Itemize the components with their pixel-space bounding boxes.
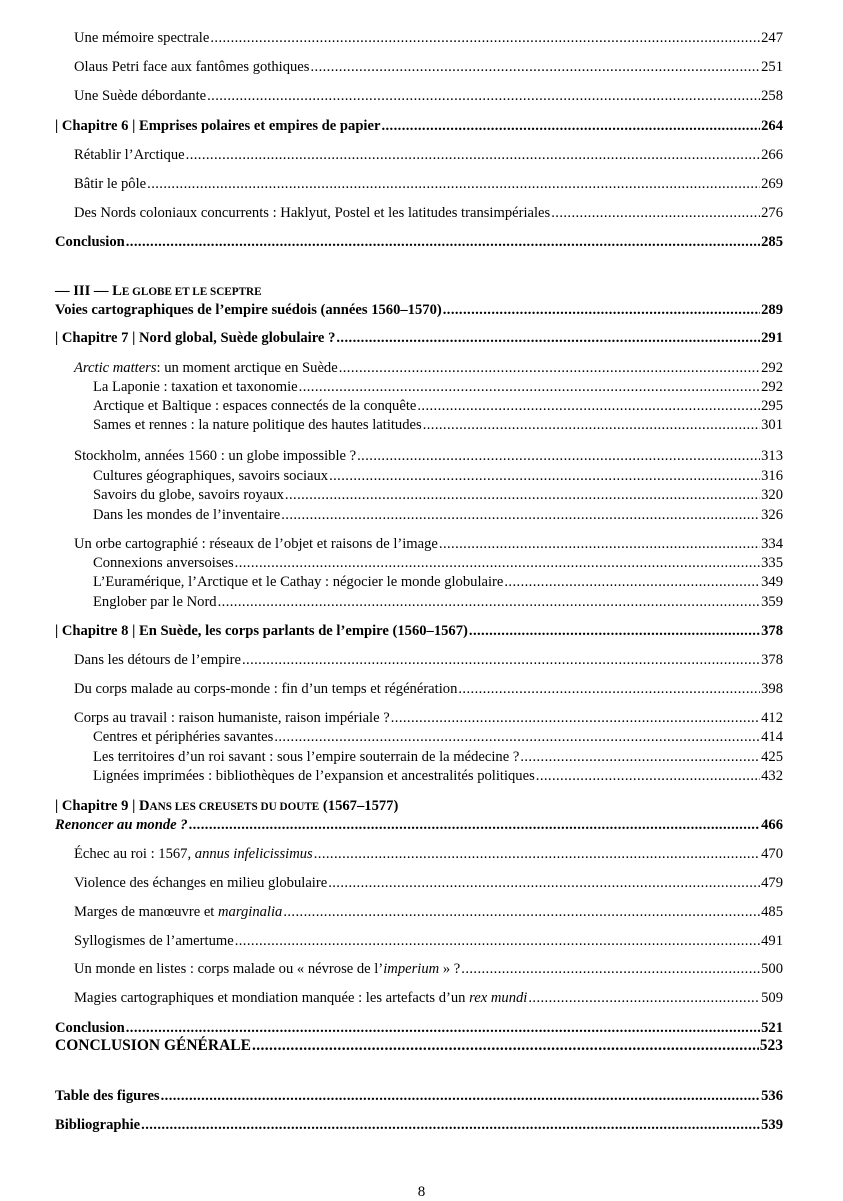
toc-entry[interactable]: Des Nords coloniaux concurrents : Haklyut, Postel et les latitudes transimpériales ..... 276 <box>74 203 783 223</box>
toc-figures[interactable]: Table des figures ..... 536 <box>55 1086 783 1106</box>
toc-entry[interactable]: Échec au roi : 1567, annus infelicissimus ..... 470 <box>74 844 783 864</box>
toc-entry[interactable]: Corps au travail : raison humaniste, raison impériale ? ..... 412 <box>74 708 783 728</box>
page-number: 8 <box>417 1184 426 1200</box>
toc-entry[interactable]: Une Suède débordante ..... 258 <box>74 86 783 106</box>
toc-entry[interactable]: Du corps malade au corps-monde : fin d’un temps et régénération ..... 398 <box>74 679 783 699</box>
part-heading: — III — LE GLOBE ET LE SCEPTRE <box>55 283 262 299</box>
toc-entry[interactable]: Arctic matters: un moment arctique en Suède ..... 292 <box>74 358 783 378</box>
toc-entry[interactable]: Stockholm, années 1560 : un globe impossible ? ..... 313 <box>74 446 783 466</box>
toc-entry[interactable]: Dans les détours de l’empire ..... 378 <box>74 650 783 670</box>
toc-subentry[interactable]: Centres et périphéries savantes ..... 414 <box>93 727 783 747</box>
toc-chapter-6[interactable]: | Chapitre 6 | Emprises polaires et empires de papier ..... 264 <box>55 116 783 136</box>
toc-entry[interactable]: Violence des échanges en milieu globulaire ..... 479 <box>74 873 783 893</box>
toc-bibliography[interactable]: Bibliographie ..... 539 <box>55 1115 783 1135</box>
toc-subentry[interactable]: Cultures géographiques, savoirs sociaux ..... 316 <box>93 466 783 486</box>
toc-subentry[interactable]: Arctique et Baltique : espaces connectés de la conquête ..... 295 <box>93 396 783 416</box>
toc-entry[interactable]: Une mémoire spectrale ..... 247 <box>74 28 783 48</box>
toc-subentry[interactable]: Dans les mondes de l’inventaire ..... 326 <box>93 505 783 525</box>
toc-part-title[interactable]: Voies cartographiques de l’empire suédois (années 1560–1570) ..... 289 <box>55 300 783 320</box>
toc-entry[interactable]: Olaus Petri face aux fantômes gothiques ..... 251 <box>74 57 783 77</box>
toc-conclusion[interactable]: Conclusion ..... 285 <box>55 232 783 252</box>
toc-subentry[interactable]: Sames et rennes : la nature politique des hautes latitudes ..... 301 <box>93 415 783 435</box>
toc-subentry[interactable]: Englober par le Nord ..... 359 <box>93 592 783 612</box>
chapter-9-heading: | Chapitre 9 | DANS LES CREUSETS DU DOUTE (1567–1577) <box>55 798 399 814</box>
toc-entry[interactable]: Magies cartographiques et mondiation manquée : les artefacts d’un rex mundi ..... 509 <box>74 988 783 1008</box>
toc-chapter-9[interactable]: Renoncer au monde ? ..... 466 <box>55 815 783 835</box>
toc-entry[interactable]: Marges de manœuvre et marginalia ..... 485 <box>74 902 783 922</box>
toc-subentry[interactable]: Connexions anversoises ..... 335 <box>93 553 783 573</box>
toc-subentry[interactable]: Lignées imprimées : bibliothèques de l’expansion et ancestralités politiques ..... 432 <box>93 766 783 786</box>
toc-subentry[interactable]: La Laponie : taxation et taxonomie ..... 292 <box>93 377 783 397</box>
toc-general-conclusion[interactable]: CONCLUSION GÉNÉRALE ..... 523 <box>55 1036 783 1056</box>
toc-entry[interactable]: Syllogismes de l’amertume ..... 491 <box>74 931 783 951</box>
toc-chapter-8[interactable]: | Chapitre 8 | En Suède, les corps parlants de l’empire (1560–1567) ..... 378 <box>55 621 783 641</box>
toc-subentry[interactable]: L’Euramérique, l’Arctique et le Cathay : négocier le monde globulaire ..... 349 <box>93 572 783 592</box>
toc-chapter-7[interactable]: | Chapitre 7 | Nord global, Suède globulaire ? ..... 291 <box>55 328 783 348</box>
toc-entry[interactable]: Bâtir le pôle ..... 269 <box>74 174 783 194</box>
toc-conclusion[interactable]: Conclusion ..... 521 <box>55 1018 783 1038</box>
toc-subentry[interactable]: Les territoires d’un roi savant : sous l’empire souterrain de la médecine ? ..... 425 <box>93 747 783 767</box>
toc-entry[interactable]: Un monde en listes : corps malade ou « névrose de l’imperium » ? ..... 500 <box>74 959 783 979</box>
toc-entry[interactable]: Un orbe cartographié : réseaux de l’objet et raisons de l’image ..... 334 <box>74 534 783 554</box>
toc-subentry[interactable]: Savoirs du globe, savoirs royaux ..... 320 <box>93 485 783 505</box>
toc-entry[interactable]: Rétablir l’Arctique ..... 266 <box>74 145 783 165</box>
